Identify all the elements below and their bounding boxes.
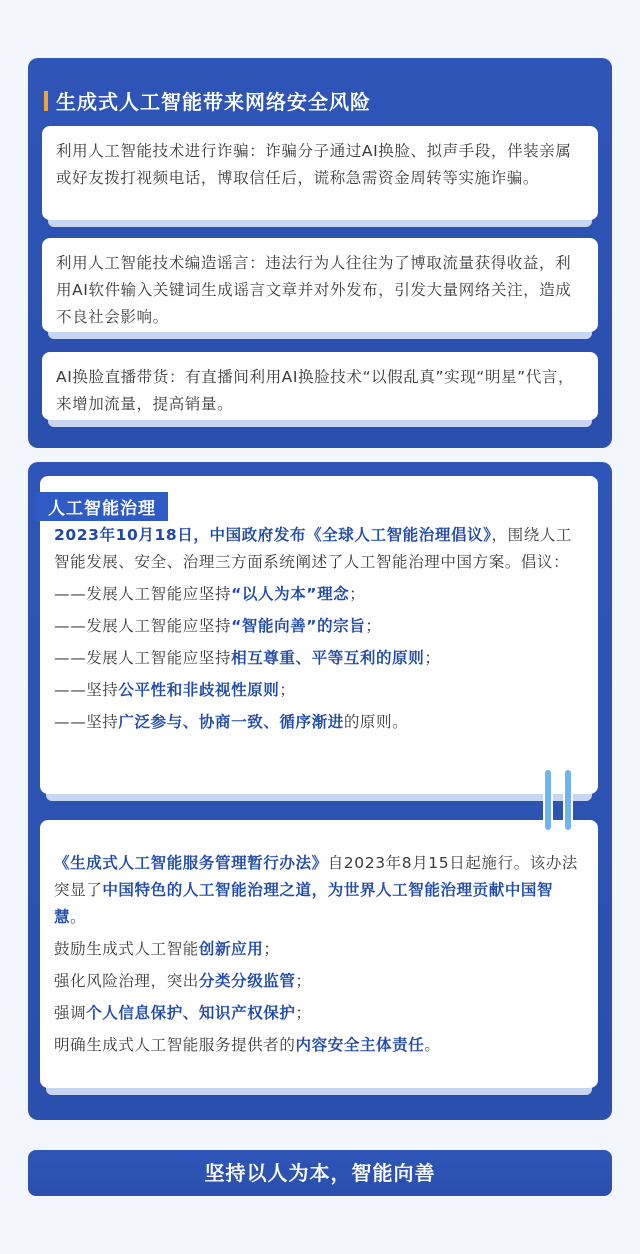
- item-highlight: 相互尊重、平等互利的原则: [231, 649, 425, 667]
- measures-intro-end: 。: [70, 908, 87, 926]
- item-pre: 强化风险治理，突出: [54, 972, 199, 990]
- initiative-item: [54, 709, 584, 736]
- measures-item: [54, 968, 584, 995]
- risk-card-rumor: [42, 238, 598, 332]
- item-post: 的原则。: [343, 713, 409, 731]
- item-highlight: 公平性和非歧视性原则: [118, 681, 280, 699]
- risk-panel: [28, 58, 612, 448]
- item-highlight: “智能向善”的宗旨: [231, 617, 366, 635]
- item-post: ；: [365, 617, 382, 635]
- initiative-item: [54, 613, 584, 640]
- initiative-item: [54, 581, 584, 608]
- risk-card-text: AI换脸直播带货：有直播间利用AI换脸技术“以假乱真”实现“明星”代言，来增加流量，提高销量。: [56, 368, 575, 413]
- measures-item: [54, 936, 584, 963]
- item-highlight: 广泛参与、协商一致、循序渐进: [118, 713, 344, 731]
- initiative-card: [40, 476, 598, 794]
- item-highlight: 个人信息保护、知识产权保护: [86, 1004, 296, 1022]
- measures-intro-rest: 自2023年8月15日起施行。该办法突显了: [54, 854, 579, 899]
- item-highlight: 创新应用: [198, 940, 264, 958]
- slogan-banner: 坚持以人为本，智能向善: [28, 1150, 612, 1196]
- risk-panel-title: [44, 86, 371, 115]
- initiative-intro: [54, 526, 572, 571]
- item-post: ；: [295, 1004, 312, 1022]
- measures-card: [40, 820, 598, 1088]
- initiative-intro-rest: ，围绕人工智能发展、安全、治理三方面系统阐述了人工智能治理中国方案。倡议：: [54, 526, 573, 571]
- item-pre: ——坚持: [54, 713, 119, 731]
- risk-card-live-commerce: [42, 352, 598, 420]
- item-pre: ——发展人工智能应坚持: [54, 617, 232, 635]
- item-post: ；: [263, 940, 280, 958]
- governance-tag: 人工智能治理: [36, 492, 168, 521]
- item-post: ；: [424, 649, 441, 667]
- item-pre: 鼓励生成式人工智能: [54, 940, 199, 958]
- item-pre: 明确生成式人工智能服务提供者的: [54, 1036, 296, 1054]
- governance-panel: [28, 462, 612, 1120]
- item-highlight: 内容安全主体责任: [295, 1036, 425, 1054]
- binder-connector-right: [563, 768, 573, 832]
- measures-item: [54, 1000, 584, 1027]
- title-accent-bar: [44, 91, 48, 111]
- measures-item: [54, 1032, 584, 1059]
- initiative-item: [54, 645, 584, 672]
- initiative-item: [54, 677, 584, 704]
- item-pre: ——发展人工智能应坚持: [54, 585, 232, 603]
- item-highlight: “以人为本”理念: [231, 585, 350, 603]
- measures-intro-highlight: 《生成式人工智能服务管理暂行办法》: [54, 854, 328, 872]
- item-post: ；: [349, 585, 366, 603]
- measures-intro-highlight2: 中国特色的人工智能治理之道，为世界人工智能治理贡献中国智慧: [54, 881, 554, 926]
- binder-connector-left: [543, 768, 553, 832]
- item-pre: ——发展人工智能应坚持: [54, 649, 232, 667]
- item-pre: 强调: [54, 1004, 87, 1022]
- item-post: 。: [424, 1036, 441, 1054]
- measures-intro: [54, 854, 578, 926]
- item-pre: ——坚持: [54, 681, 119, 699]
- initiative-intro-highlight: 2023年10月18日，中国政府发布《全球人工智能治理倡议》: [54, 526, 492, 544]
- risk-card-text: 利用人工智能技术进行诈骗：诈骗分子通过AI换脸、拟声手段，伴装亲属或好友拨打视频电话，博取信任后，谎称急需资金周转等实施诈骗。: [56, 142, 572, 187]
- risk-card-text: 利用人工智能技术编造谣言：违法行为人往往为了博取流量获得收益，利用AI软件输入关键词生成谣言文章并对外发布，引发大量网络关注，造成不良社会影响。: [56, 254, 572, 326]
- risk-card-fraud: [42, 126, 598, 220]
- risk-title-text: 生成式人工智能带来网络安全风险: [56, 90, 371, 114]
- item-highlight: 分类分级监管: [198, 972, 296, 990]
- item-post: ；: [279, 681, 296, 699]
- item-post: ；: [295, 972, 312, 990]
